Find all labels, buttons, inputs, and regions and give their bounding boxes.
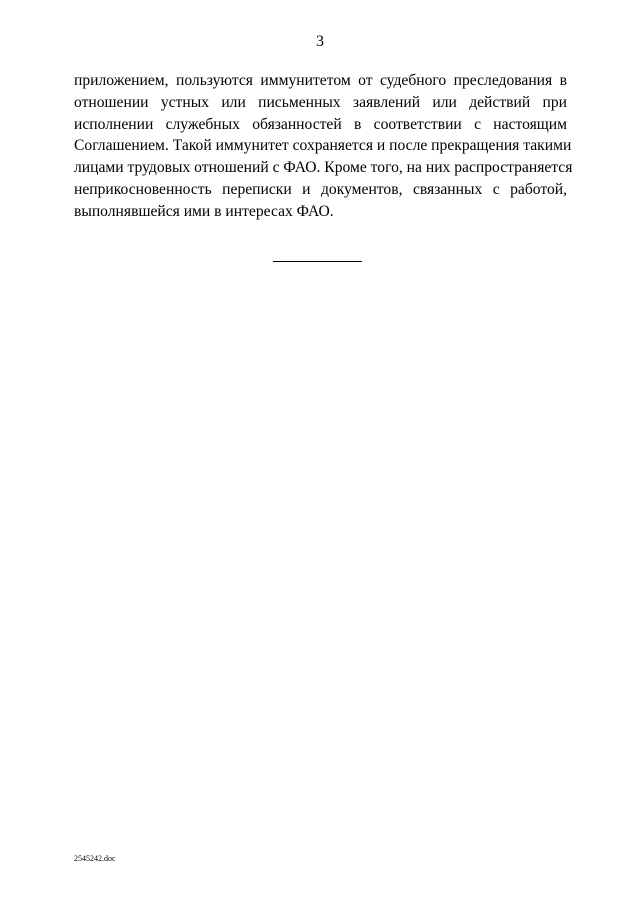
page-number: 3 xyxy=(316,33,324,50)
footer-filename: 2545242.doc xyxy=(74,854,116,863)
body-paragraph xyxy=(74,70,573,223)
paragraph-line: приложением, пользуются иммунитетом от судебного преследования в xyxy=(74,72,567,89)
paragraph-line: Соглашением. Такой иммунитет сохраняется и после прекращения такими xyxy=(74,137,572,155)
paragraph-line: лицами трудовых отношений с ФАО. Кроме того, на них распространяется xyxy=(74,159,573,177)
paragraph-line: выполнявшейся ими в интересах ФАО. xyxy=(74,202,334,220)
paragraph-line: исполнении служебных обязанностей в соответствии с настоящим xyxy=(74,115,567,133)
paragraph-line: неприкосновенность переписки и документов, связанных с работой, xyxy=(74,180,567,198)
end-separator-line xyxy=(273,261,362,262)
paragraph-line: отношении устных или письменных заявлений или действий при xyxy=(74,93,567,111)
